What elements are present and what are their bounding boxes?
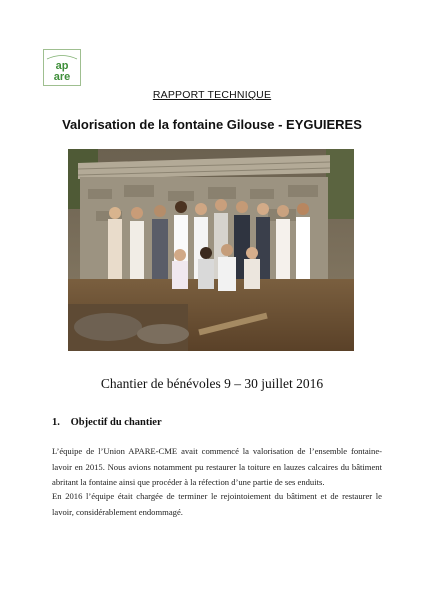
- apare-logo: [43, 49, 81, 86]
- paragraph: L’équipe de l’Union APARE-CME avait commencé la valorisation de l’ensemble fontaine-lavoir en 2015. Nous avions notamment pu restaurer la toiture en lauzes calcaires du bâtiment abritant la fontaine ainsi que procéder à la réfection d’une partie de ses enduits.: [52, 446, 382, 487]
- section-heading: [52, 417, 162, 428]
- section-heading-text: Objectif du chantier: [70, 417, 162, 428]
- paragraph: En 2016 l’équipe était chargée de terminer le rejointoiement du bâtiment et de restaurer le lavoir, considérablement endommagé.: [52, 491, 382, 517]
- project-subtitle: Chantier de bénévoles 9 – 30 juillet 2016: [100, 376, 324, 391]
- report-label: RAPPORT TECHNIQUE: [152, 89, 272, 101]
- svg-text:are: are: [53, 71, 71, 83]
- section-number: 1.: [52, 417, 60, 428]
- document-title: Valorisation de la fontaine Gilouse - EYGUIERES: [62, 117, 362, 132]
- svg-text:ap: ap: [55, 60, 69, 72]
- group-photo: [68, 149, 354, 351]
